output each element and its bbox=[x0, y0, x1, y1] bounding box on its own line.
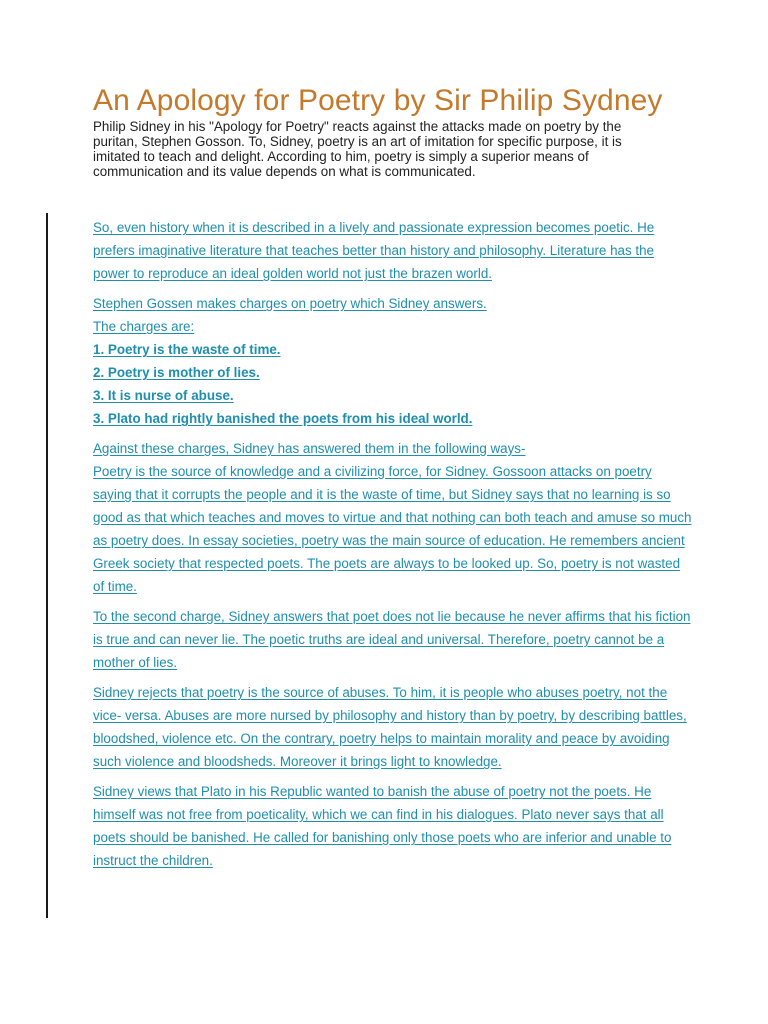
charge-item[interactable]: 1. Poetry is the waste of time. bbox=[93, 342, 281, 357]
history-paragraph[interactable]: So, even history when it is described in a lively and passionate expression becomes poetic. He prefers imaginative literature that teaches better than history and philosophy. Literature has the power to reproduce an ideal golden world not just the brazen world. bbox=[93, 220, 655, 281]
charges-heading[interactable]: The charges are: bbox=[93, 319, 195, 334]
document-body bbox=[93, 216, 693, 872]
document-title: An Apology for Poetry by Sir Philip Sydney bbox=[93, 84, 663, 117]
document-page bbox=[93, 84, 693, 879]
answer-paragraph-4[interactable]: Sidney views that Plato in his Republic wanted to banish the abuse of poetry not the poets. He himself was not free from poeticality, which we can find in his dialogues. Plato never says that all poets should be banished. He called for banishing only those poets who are inferior and unable to instruct the children. bbox=[93, 784, 672, 868]
answer-paragraph-2[interactable]: To the second charge, Sidney answers that poet does not lie because he never affirms that his fiction is true and can never lie. The poetic truths are ideal and universal. Therefore, poetry cannot be a mother of lies. bbox=[93, 609, 691, 670]
answers-section bbox=[93, 437, 693, 872]
answer-paragraph-3[interactable]: Sidney rejects that poetry is the source of abuses. To him, it is people who abuses poetry, not the vice- versa. Abuses are more nursed by philosophy and history than by poetry, by describing battles, bloodshed, violence etc. On the contrary, poetry helps to maintain morality and peace by avoiding such violence and bloodsheds. Moreover it brings light to knowledge. bbox=[93, 685, 687, 769]
charge-item[interactable]: 3. Plato had rightly banished the poets from his ideal world. bbox=[93, 411, 473, 426]
charges-intro[interactable]: Stephen Gossen makes charges on poetry which Sidney answers. bbox=[93, 296, 487, 311]
answer-paragraph-1[interactable]: Poetry is the source of knowledge and a civilizing force, for Sidney. Gossoon attacks on poetry saying that it corrupts the people and it is the waste of time, but Sidney says that no learning is so good as that which teaches and moves to virtue and that nothing can both teach and amuse so much as poetry does. In essay societies, poetry was the main source of education. He remembers ancient Greek society that respected poets. The poets are always to be looked up. So, poetry is not wasted of time. bbox=[93, 464, 692, 594]
charge-item[interactable]: 2. Poetry is mother of lies. bbox=[93, 365, 260, 380]
charge-item[interactable]: 3. It is nurse of abuse. bbox=[93, 388, 234, 403]
margin-rule bbox=[46, 213, 48, 918]
answers-intro[interactable]: Against these charges, Sidney has answered them in the following ways- bbox=[93, 441, 526, 456]
charges-section bbox=[93, 292, 693, 430]
intro-paragraph: Philip Sidney in his "Apology for Poetry" reacts against the attacks made on poetry by the puritan, Stephen Gosson. To, Sidney, poetry is an art of imitation for specific purpose, it is imitated to teach and delight. According to him, poetry is simply a superior means of communication and its value depends on what is communicated. bbox=[93, 119, 622, 179]
